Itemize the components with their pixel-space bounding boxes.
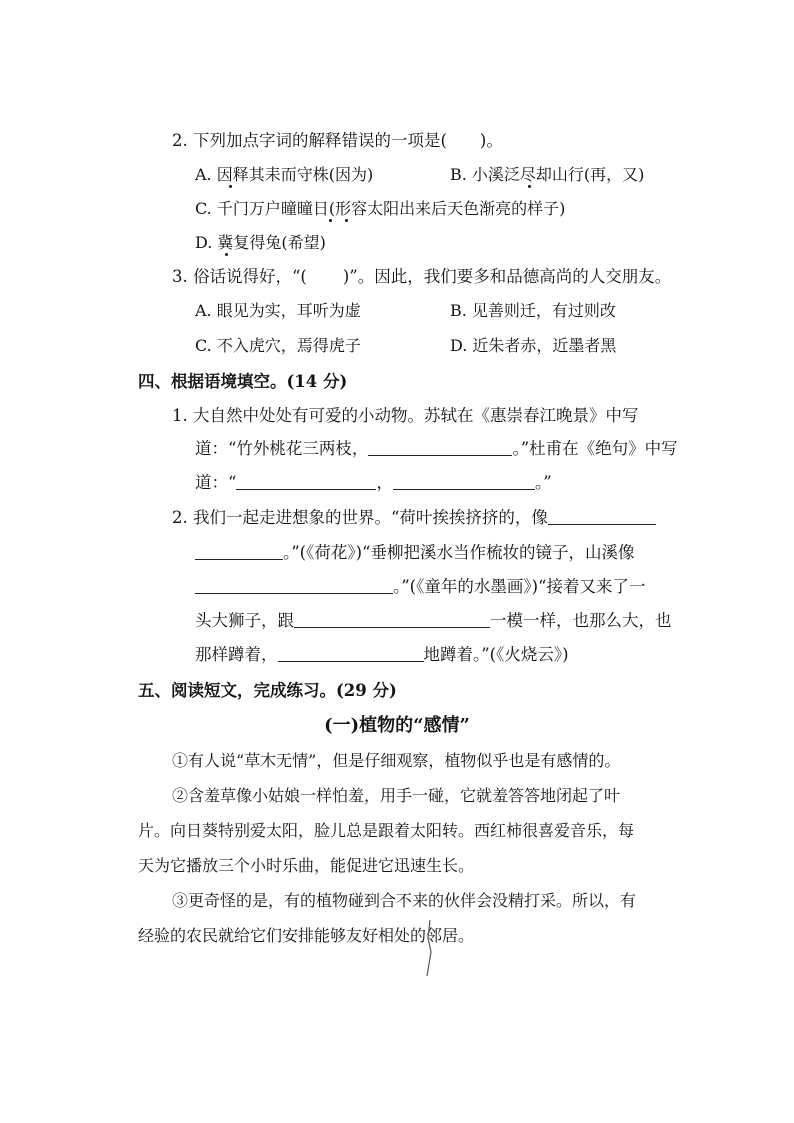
emphasis-dot (229, 185, 232, 188)
emphasis-dot (329, 219, 332, 222)
s4-item1-line2: 道：“竹外桃花三两枝， 。”杜甫在《绝句》中写 (195, 434, 678, 464)
passage-paragraph-3-line1: ③更奇怪的是，有的植物碰到合不来的伙伴会没精打采。所以，有 (172, 891, 637, 910)
q3-option-c: C. 不入虎穴，焉得虎子 (195, 336, 361, 355)
fill-blank[interactable] (278, 641, 424, 662)
q2-option-a: A. 因释其耒而守株(因为) (195, 165, 374, 184)
fill-blank[interactable] (393, 469, 535, 490)
s4-item2-line5: 那样蹲着， 地蹲着。”(《火烧云》) (195, 640, 569, 670)
q3-option-b: B. 见善则迁，有过则改 (450, 301, 616, 320)
scan-scratch-mark (424, 918, 436, 978)
passage-paragraph-2-line2: 片。向日葵特别爱太阳，脸儿总是跟着太阳转。西红柿很喜爱音乐，每 (138, 821, 635, 840)
passage-paragraph-2-line1: ②含羞草像小姑娘一样怕羞，用手一碰，它就羞答答地闭起了叶 (172, 786, 621, 805)
section5-heading: 五、阅读短文，完成练习。(29 分) (138, 681, 397, 700)
fill-blank[interactable] (195, 573, 393, 594)
s4-item2-line4: 头大狮子，跟 一模一样，也那么大，也 (195, 606, 672, 636)
q3-stem (172, 262, 671, 292)
fill-blank[interactable] (294, 607, 490, 628)
passage-paragraph-3-line2: 经验的农民就给它们安排能够友好相处的邻居。 (138, 926, 475, 945)
passage-title: (一)植物的“感情” (324, 715, 470, 736)
q3-stem-after: )”。因此，我们要多和品德高尚的人交朋友。 (342, 267, 672, 286)
q2-option-c: C. 千门万户曈曈日(形容太阳出来后天色渐亮的样子) (195, 199, 566, 218)
q2-stem: 2. 下列加点字词的解释错误的一项是( )。 (172, 131, 503, 150)
q3-option-d: D. 近朱者赤，近墨者黑 (450, 336, 617, 355)
q2-option-d: D. 冀复得兔(希望) (195, 233, 326, 252)
emphasis-dot (528, 185, 531, 188)
passage-paragraph-2-line3: 天为它播放三个小时乐曲，能促进它迅速生长。 (138, 856, 475, 875)
fill-blank[interactable] (236, 469, 376, 490)
passage-paragraph-1: ①有人说“草木无情”，但是仔细观察，植物似乎也是有感情的。 (172, 751, 621, 770)
q3-stem-before: 3. 俗话说得好，“( (172, 267, 307, 286)
s4-item2-line3: 。”(《童年的水墨画》)“接着又来了一 (195, 572, 646, 602)
emphasis-dot (225, 253, 228, 256)
fill-blank[interactable] (368, 435, 512, 456)
s4-item2-line1: 2. 我们一起走进想象的世界。“荷叶挨挨挤挤的，像 (172, 503, 656, 533)
section4-heading: 四、根据语境填空。(14 分) (138, 372, 348, 391)
s4-item1-line3: 道：“ ， 。” (195, 468, 552, 498)
s4-item2-line2: 。”(《荷花》)“垂柳把溪水当作梳妆的镜子，山溪像 (195, 538, 635, 568)
s4-item1-line1: 1. 大自然中处处有可爱的小动物。苏轼在《惠崇春江晚景》中写 (172, 406, 639, 425)
fill-blank[interactable] (548, 504, 656, 525)
emphasis-dot (345, 219, 348, 222)
fill-blank[interactable] (195, 539, 283, 560)
q3-option-a: A. 眼见为实，耳听为虚 (195, 301, 361, 320)
q2-option-b: B. 小溪泛尽却山行(再，又) (450, 165, 645, 184)
